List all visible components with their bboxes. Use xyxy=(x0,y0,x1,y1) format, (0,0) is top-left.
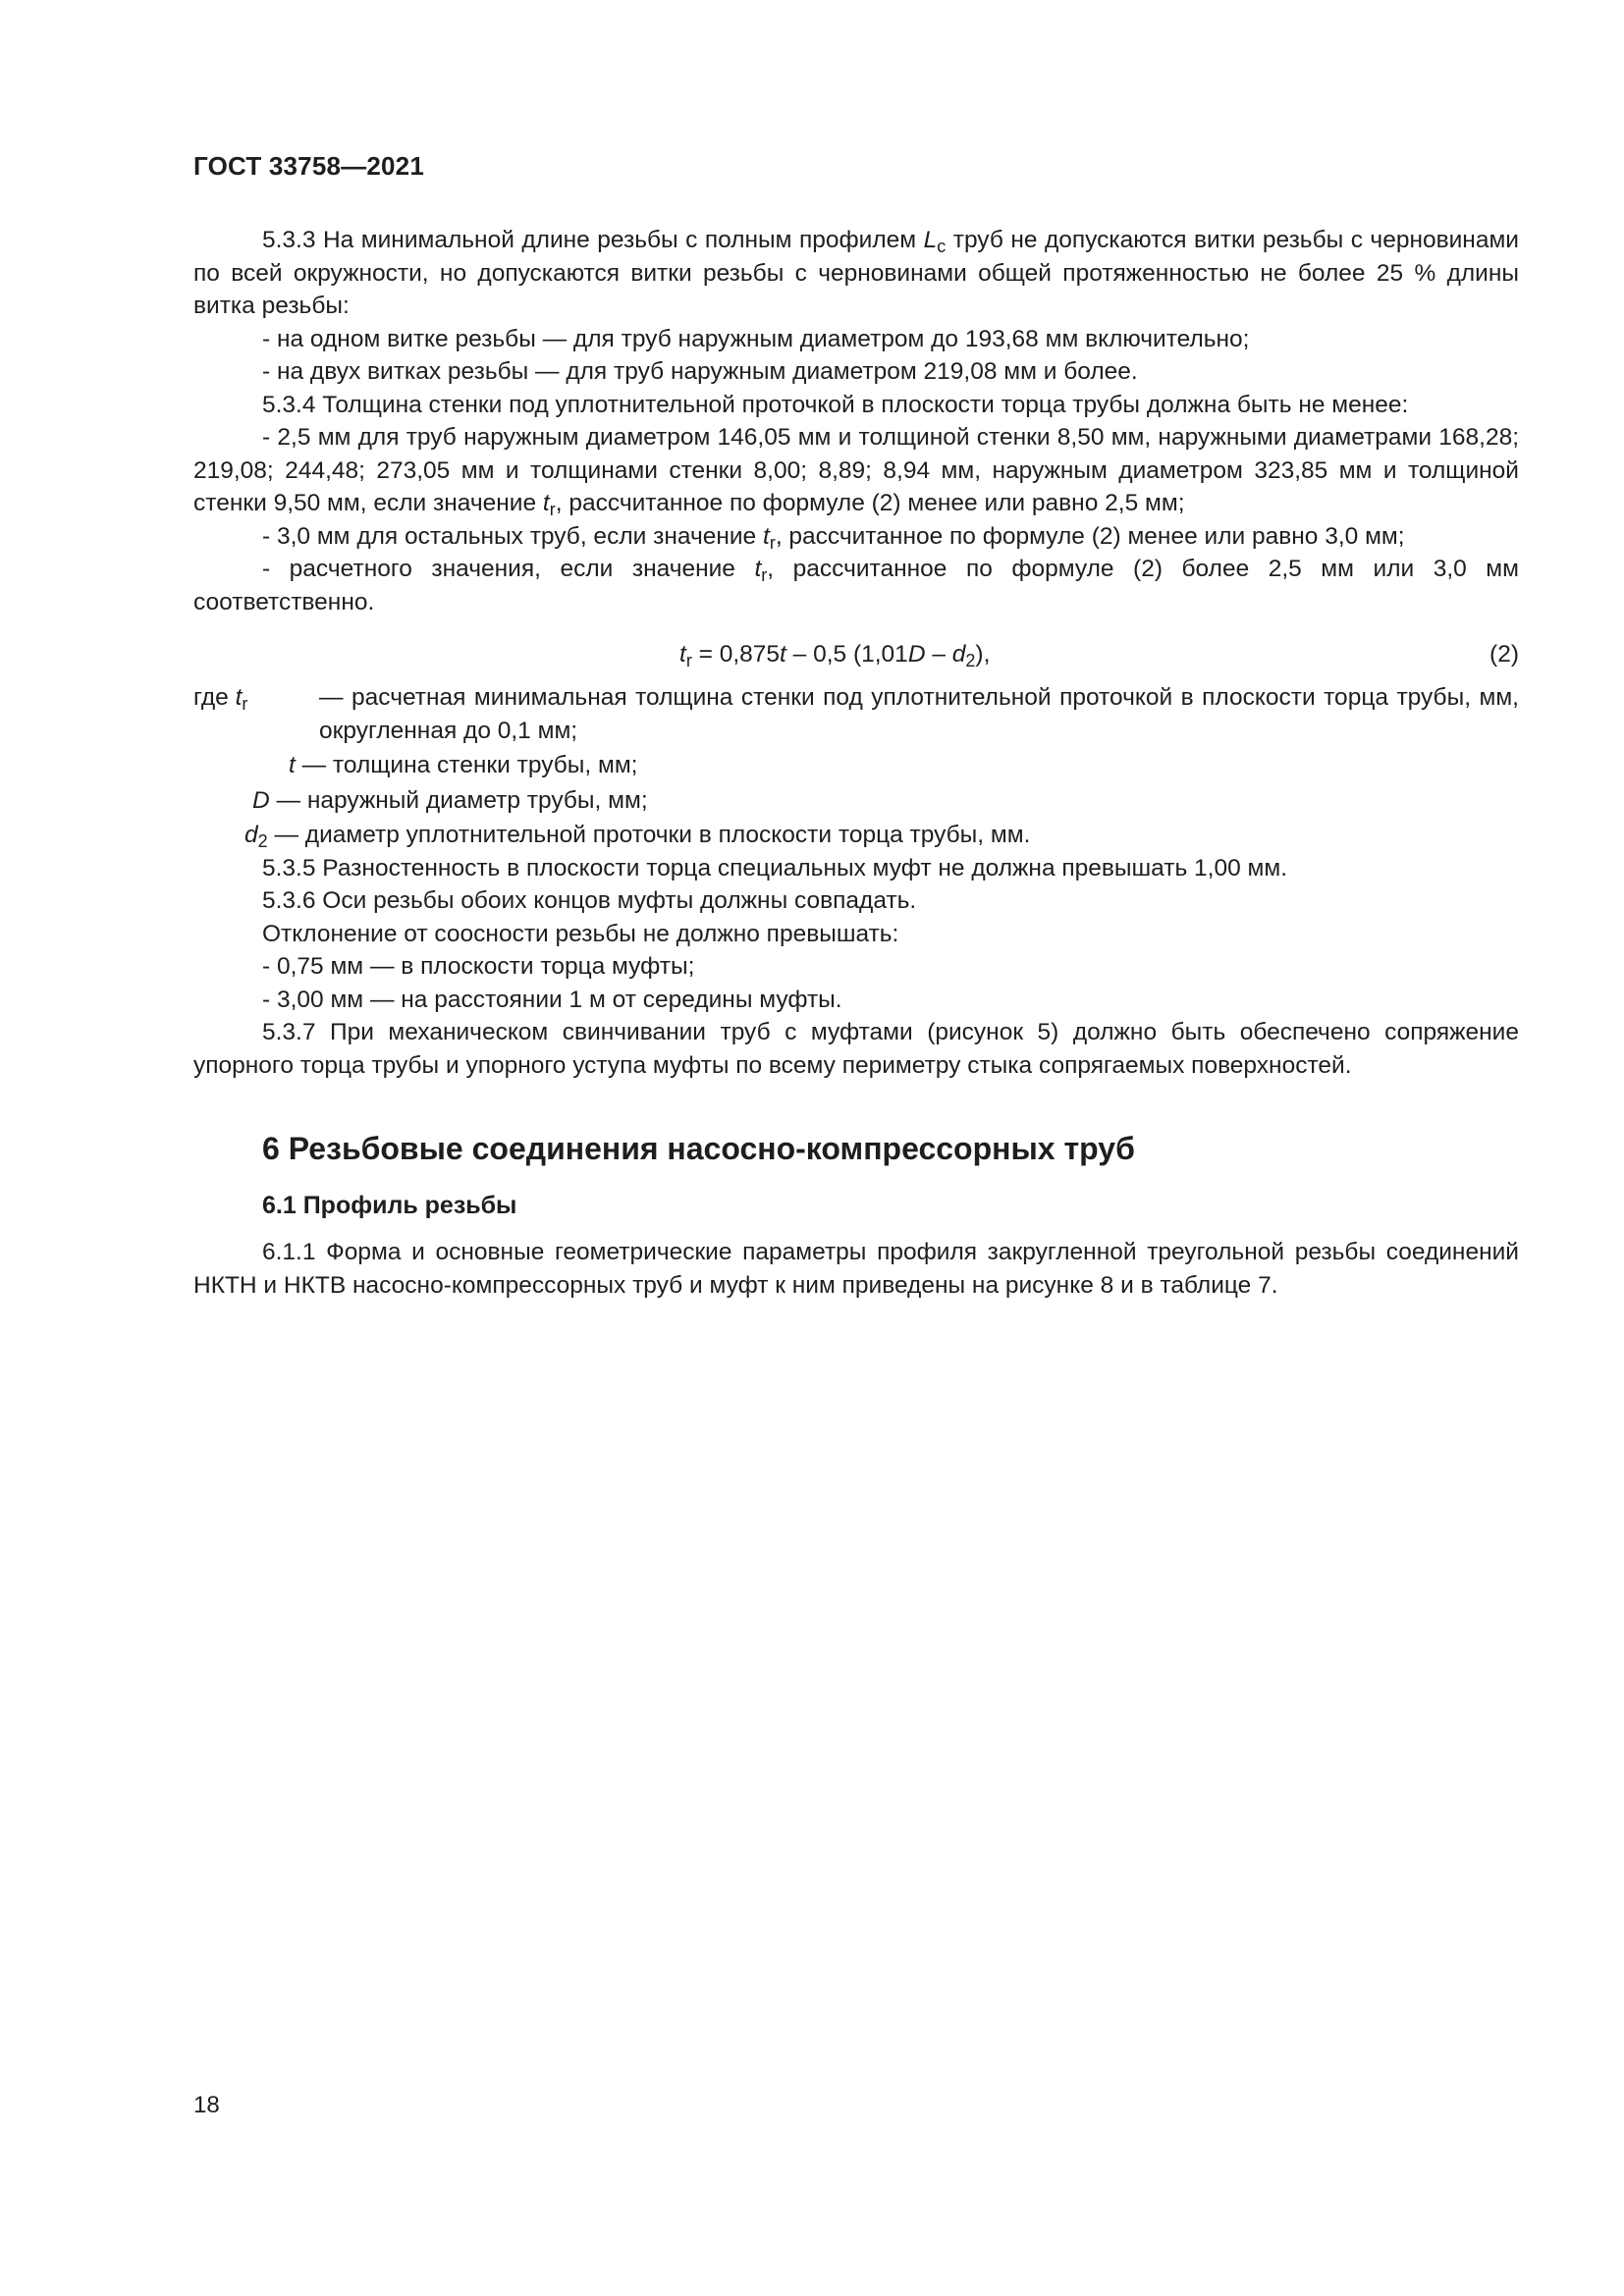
definition-tr xyxy=(193,681,1519,747)
definition-D: D — наружный диаметр трубы, мм; xyxy=(252,786,648,814)
list-item: - 3,00 мм — на расстоянии 1 м от середины муфты. xyxy=(262,986,842,1013)
list-item: - 2,5 мм для труб наружным диаметром 146,05 мм и толщиной стенки 8,50 мм, наружными диаметрами 168,28; 219,08; 244,48; 273,05 мм и толщинами стенки 8,00; 8,89; 8,94 мм, наружным диаметром 323,85 мм и толщиной стенки 9,50 мм, если значение $t_r$, рассчитанное по формуле (2) менее или равно 2,5 мм; xyxy=(193,424,1519,519)
paragraph-5-3-4: 5.3.4 Толщина стенки под уплотнительной проточкой в плоскости торца трубы должна быть не менее: xyxy=(262,391,1409,418)
page-content xyxy=(193,224,1519,1302)
definition-t: t — толщина стенки трубы, мм; xyxy=(289,752,638,778)
paragraph-5-3-6-cont: Отклонение от соосности резьбы не должно превышать: xyxy=(262,920,899,947)
list-item: - на двух витках резьбы — для труб наружным диаметром 219,08 мм и более. xyxy=(262,358,1138,385)
definition-label: где $t_r$ xyxy=(193,684,248,714)
paragraph-5-3-5: 5.3.5 Разностенность в плоскости торца специальных муфт не должна превышать 1,00 мм. xyxy=(262,854,1288,881)
document-header: ГОСТ 33758—2021 xyxy=(193,151,424,181)
list-item: - 3,0 мм для остальных труб, если значение $t_r$, рассчитанное по формуле (2) менее или равно 3,0 мм; xyxy=(262,522,1405,553)
definition-text: — расчетная минимальная толщина стенки под уплотнительной проточкой в плоскости торца трубы, мм, округленная до 0,1 мм; xyxy=(319,684,1519,744)
formula-2 xyxy=(193,638,1519,673)
page-number: 18 xyxy=(193,2092,220,2118)
list-item: - 0,75 мм — в плоскости торца муфты; xyxy=(262,953,695,980)
formula-expression: $t_r = 0,875t - 0,5$ $(1,01D - d_2)$, xyxy=(679,641,991,670)
paragraph-5-3-7: 5.3.7 При механическом свинчивании труб с муфтами (рисунок 5) должно быть обеспечено сопряжение упорного торца трубы и упорного уступа муфты по всему периметру стыка сопрягаемых поверхностей. xyxy=(193,1019,1519,1079)
formula-number: (2) xyxy=(1489,641,1519,667)
subsection-6-1-title: 6.1 Профиль резьбы xyxy=(262,1192,517,1219)
paragraph-5-3-6: 5.3.6 Оси резьбы обоих концов муфты должны совпадать. xyxy=(262,887,917,914)
list-item: - на одном витке резьбы — для труб наружным диаметром до 193,68 мм включительно; xyxy=(262,325,1250,352)
paragraph-6-1-1: 6.1.1 Форма и основные геометрические параметры профиля закругленной треугольной резьбы соединений НКТН и НКТВ насосно-компрессорных труб и муфт к ним приведены на рисунке 8 и в таблице 7. xyxy=(193,1239,1519,1299)
section-6-title: 6 Резьбовые соединения насосно-компрессорных труб xyxy=(262,1131,1135,1166)
paragraph-5-3-3: 5.3.3 На минимальной длине резьбы с полным профилем $L_c$ труб не допускаются витки резьбы с черновинами по всей окружности, но допускаются витки резьбы с черновинами общей протяженностью не более 25 % длины витка резьбы: xyxy=(193,227,1519,319)
list-item: - расчетного значения, если значение $t_r$, рассчитанное по формуле (2) более 2,5 мм или 3,0 мм соответственно. xyxy=(193,556,1519,615)
definition-d2: $d_2$ — диаметр уплотнительной проточки в плоскости торца трубы, мм. xyxy=(244,822,1031,851)
